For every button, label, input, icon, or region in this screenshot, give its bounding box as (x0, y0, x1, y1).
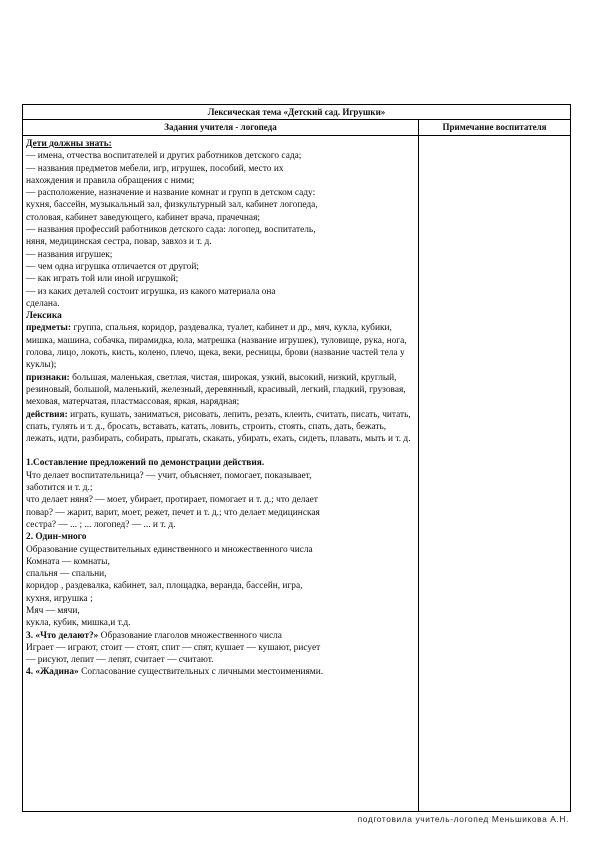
task3-line: Играет — играют, стоит — стоят, спит — спят, кушает — кушают, рисует (26, 642, 321, 653)
task3-heading-line (26, 630, 415, 642)
lesson-table (22, 104, 571, 812)
author-footer: подготовила учитель-логопед Меньшикова А.Н. (357, 814, 569, 824)
adjectives-text: большая, маленькая, светлая, чистая, широкая, узкий, высокий, низкий, круглый, резиновый, большой, маленький, железный, деревянный, красивый, легкий, гладкий, грузовая, меховая, матерчатая, пластмассовая, яркая, нарядная; (26, 372, 406, 408)
column-header-tasks: Задания учителя - логопеда (23, 120, 419, 135)
table-header-row (23, 120, 570, 136)
task1-line: повар? — жарит, варит, моет, режет, печет и т. д.; что делает медицинская (26, 507, 320, 518)
verbs-label: действия: (26, 409, 68, 420)
table-title: Лексическая тема «Детский сад. Игрушки» (23, 105, 570, 120)
must-know-line: кухня, бассейн, музыкальный зал, физкультурный зал, кабинет логопеда, (26, 200, 318, 211)
task4-heading-rest: Согласование существительных с личными местоимениями. (78, 667, 324, 678)
must-know-line: — из каких деталей состоит игрушка, из какого материала она (26, 286, 276, 297)
lexicon-adjectives (26, 372, 415, 409)
must-know-line: сделана. (26, 298, 60, 309)
must-know-line: няня, медицинская сестра, повар, завхоз и т. д. (26, 237, 212, 248)
task2-line: Комната — комнаты, (26, 556, 110, 567)
task1-line: Что делает воспитательница? — учит, объясняет, помогает, показывает, (26, 470, 312, 481)
task1-heading: 1.Составление предложений по демонстрации действия. (26, 458, 265, 469)
task3-heading-rest: Образование глаголов множественного числа (98, 630, 282, 641)
task3-line: — рисуют, лепит — лепят, считает — считают. (26, 655, 214, 666)
must-know-line: — как играть той или иной игрушкой; (26, 274, 179, 285)
table-body-row (23, 136, 570, 812)
task2-heading: 2. Один-много (26, 532, 87, 543)
must-know-line: нахождения и правила обращения с ними; (26, 175, 195, 186)
must-know-line: — имена, отчества воспитателей и других работников детского сада; (26, 151, 302, 162)
task4-heading: 4. «Жадина» (26, 667, 79, 678)
task3-heading: 3. «Что делают?» (26, 630, 99, 641)
must-know-line: столовая, кабинет заведующего, кабинет врача, прачечная; (26, 212, 260, 223)
must-know-line: — чем одна игрушка отличается от другой; (26, 261, 199, 272)
task2-line: спальня — спальни, (26, 569, 107, 580)
nouns-label: предметы: (26, 323, 71, 334)
nouns-text: группа, спальня, коридор, раздевалка, туалет, кабинет и др., мяч, кукла, кубики, мишка, машина, собачка, пирамидка, юла, матрешка (название игрушек), туловище, рука, нога, голова, лицо, локоть, кисть, колено, плечо, щека, веки, ресницы, брови (название частей тела у куклы); (26, 323, 407, 371)
lexicon-nouns (26, 322, 415, 371)
column-header-notes: Примечание воспитателя (442, 122, 547, 132)
task2-line: кукла, кубик, мишка,и т.д. (26, 618, 131, 629)
adjectives-label: признаки: (26, 372, 70, 383)
task1-line: что делает няня? — моет, убирает, протирает, помогает и т. д.; что делает (26, 495, 318, 506)
must-know-line: — названия предметов мебели, игр, игрушек, пособий, место их (26, 163, 284, 174)
task2-line: кухня, игрушка ; (26, 593, 93, 604)
must-know-line: — расположение, назначение и название комнат и групп в детском саду: (26, 188, 316, 199)
verbs-text: играть, кушать, заниматься, рисовать, лепить, резать, клеить, считать, писать, читать, спать, гулять и т. д., бросать, вставать, катать, ловить, строить, стоять, спать, дать, бежать, лежать, идти, разбирать, собирать, прыгать, скакать, убирать, ехать, сидеть, плавать, мыть и т. д. (26, 409, 411, 445)
task1-line: заботится и т. д.; (26, 483, 93, 494)
task2-line: Образование существительных единственного и множественного числа (26, 544, 313, 555)
must-know-heading: Дети должны знать: (26, 139, 112, 149)
tasks-cell (23, 136, 419, 812)
task4-heading-line (26, 666, 415, 678)
task1-line: сестра? — ... ; ... логопед? — ... и т. д. (26, 519, 176, 530)
task2-line: коридор , раздевалка, кабинет, зал, площадка, веранда, бассейн, игра, (26, 581, 303, 592)
lexicon-verbs (26, 409, 415, 446)
lexicon-heading: Лексика (26, 311, 62, 322)
must-know-line: — названия игрушек; (26, 249, 113, 260)
teacher-notes-cell (419, 136, 570, 812)
spacer (26, 445, 415, 457)
must-know-line: — названия профессий работников детского сада: логопед, воспитатель, (26, 225, 316, 236)
task2-line: Мяч — мячи, (26, 605, 80, 616)
